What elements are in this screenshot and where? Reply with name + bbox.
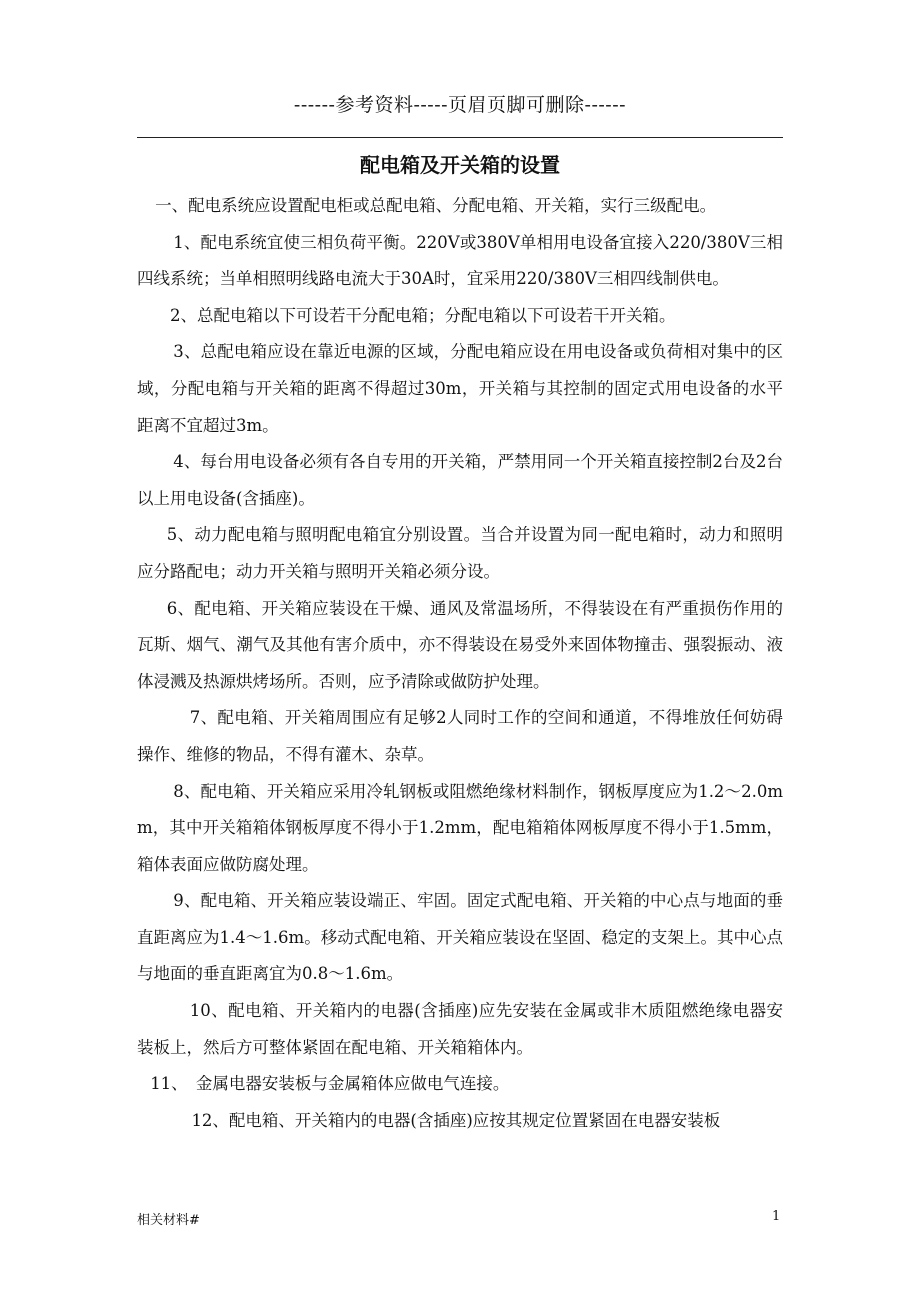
paragraph-item-6: 6、配电箱、开关箱应装设在干燥、通风及常温场所，不得装设在有严重损伤作用的瓦斯、烟气、潮气及其他有害介质中，亦不得装设在易受外来固体物撞击、强裂振动、液体浸溅及热源烘烤场所。否则，应予清除或做防护处理。	[137, 598, 783, 691]
paragraph-item-12: 12、配电箱、开关箱内的电器(含插座)应按其规定位置紧固在电器安装板	[191, 1110, 721, 1130]
paragraph-intro: 一、配电系统应设置配电柜或总配电箱、分配电箱、开关箱，实行三级配电。	[155, 196, 717, 215]
paragraph-item-7: 7、配电箱、开关箱周围应有足够2人同时工作的空间和通道，不得堆放任何妨碍操作、维修的物品，不得有灌木、杂草。	[137, 708, 783, 764]
header-divider	[137, 137, 783, 138]
paragraph-item-1: 1、配电系统宜使三相负荷平衡。220V或380V单相用电设备宜接入220/380V三相四线系统；当单相照明线路电流大于30A时，宜采用220/380V三相四线制供电。	[137, 232, 783, 289]
paragraph-item-9: 9、配电箱、开关箱应装设端正、牢固。固定式配电箱、开关箱的中心点与地面的垂直距离应为1.4～1.6m。移动式配电箱、开关箱应装设在坚固、稳定的支架上。其中心点与地面的垂直距离宜为0.8～1.6m。	[137, 891, 783, 984]
document-title: 配电箱及开关箱的设置	[360, 153, 560, 177]
paragraph-item-8: 8、配电箱、开关箱应采用冷轧钢板或阻燃绝缘材料制作，钢板厚度应为1.2～2.0mm，其中开关箱箱体钢板厚度不得小于1.2mm，配电箱箱体网板厚度不得小于1.5mm，箱体表面应做防腐处理。	[137, 781, 783, 874]
document-body	[137, 188, 783, 1139]
page-header: ------参考资料-----页眉页脚可删除------	[293, 94, 627, 116]
paragraph-item-11: 11、 金属电器安装板与金属箱体应做电气连接。	[150, 1074, 510, 1094]
paragraph-item-10: 10、配电箱、开关箱内的电器(含插座)应先安装在金属或非木质阻燃绝缘电器安装板上，然后方可整体紧固在配电箱、开关箱箱体内。	[137, 1001, 783, 1057]
page-number: 1	[772, 1209, 781, 1224]
page-footer-label: 相关材料#	[137, 1213, 200, 1228]
paragraph-item-5: 5、动力配电箱与照明配电箱宜分别设置。当合并设置为同一配电箱时，动力和照明应分路配电；动力开关箱与照明开关箱必须分设。	[137, 525, 783, 581]
paragraph-item-4: 4、每台用电设备必须有各自专用的开关箱，严禁用同一个开关箱直接控制2台及2台以上用电设备(含插座)。	[137, 452, 783, 508]
paragraph-item-2: 2、总配电箱以下可设若干分配电箱；分配电箱以下可设若干开关箱。	[170, 305, 676, 325]
paragraph-item-3: 3、总配电箱应设在靠近电源的区域，分配电箱应设在用电设备或负荷相对集中的区域，分配电箱与开关箱的距离不得超过30m，开关箱与其控制的固定式用电设备的水平距离不宜超过3m。	[137, 342, 783, 435]
